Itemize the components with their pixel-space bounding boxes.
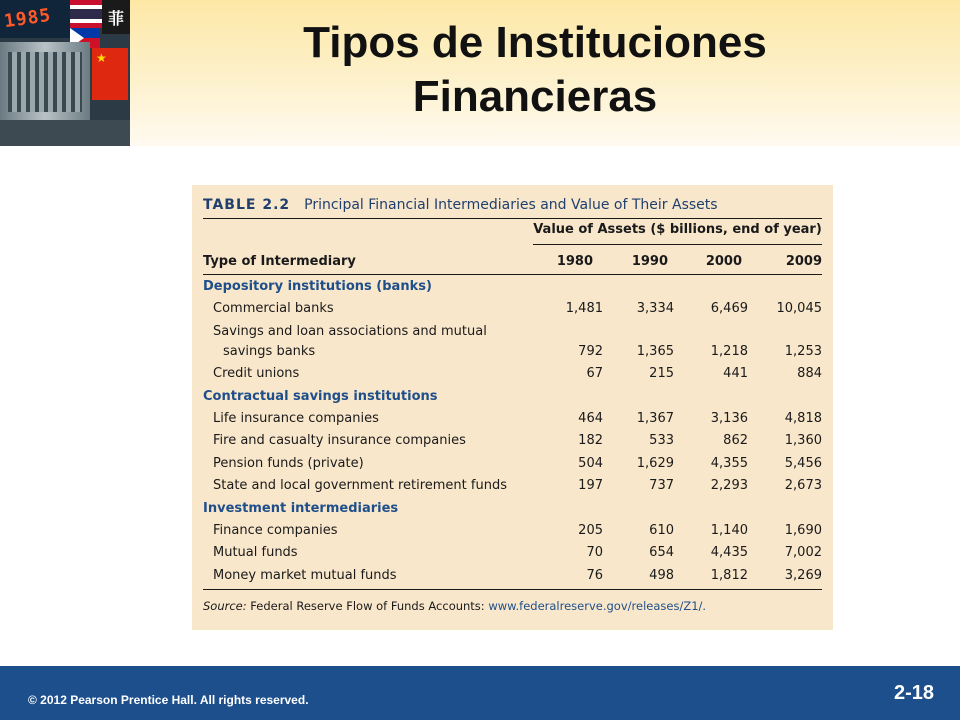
table-cell: 498 xyxy=(649,567,674,583)
year-header: 2000 xyxy=(705,254,742,269)
slide-title xyxy=(130,16,940,124)
street-sign xyxy=(102,0,130,34)
slide-header xyxy=(0,0,960,146)
row-label: State and local government retirement funds xyxy=(213,478,507,494)
table-cell: 1,367 xyxy=(636,411,674,426)
table-cell: 1,690 xyxy=(784,523,822,538)
table-cell: 215 xyxy=(649,366,674,382)
table-cell: 1,253 xyxy=(784,343,822,359)
value-of-assets-header: Value of Assets ($ billions, end of year) xyxy=(533,222,822,237)
table-cell: 3,136 xyxy=(710,411,748,426)
table-cell: 441 xyxy=(723,366,748,382)
year-header: 2009 xyxy=(785,254,822,269)
table-cell: 654 xyxy=(649,545,674,561)
table-cell: 504 xyxy=(578,455,603,471)
table-cell: 5,456 xyxy=(784,455,822,471)
table-cell: 884 xyxy=(797,366,822,382)
table-cell: 792 xyxy=(578,343,603,359)
type-of-intermediary-header: Type of Intermediary xyxy=(203,254,356,269)
value-header-rule xyxy=(533,244,822,245)
table-cell: 2,673 xyxy=(784,478,822,494)
slide-title-line1: Tipos de Instituciones xyxy=(303,18,767,67)
section-heading: Contractual savings institutions xyxy=(203,388,438,404)
sign-character: 菲 xyxy=(108,11,125,28)
table-cell: 1,365 xyxy=(636,343,674,359)
row-label: Money market mutual funds xyxy=(213,567,397,583)
table-title: Principal Financial Intermediaries and Value of Their Assets xyxy=(304,197,718,213)
table-bottom-rule xyxy=(203,589,822,590)
source-label: Source: xyxy=(203,599,247,613)
row-label: Life insurance companies xyxy=(213,411,379,426)
table-cell: 76 xyxy=(586,567,603,583)
china-flag-icon: ★ xyxy=(92,48,128,100)
row-label: Fire and casualty insurance companies xyxy=(213,433,466,449)
table-cell: 1,481 xyxy=(565,301,603,317)
table-cell: 1,218 xyxy=(710,343,748,359)
stock-ticker-board xyxy=(0,0,70,38)
table-cell: 3,334 xyxy=(636,301,674,317)
row-label: Commercial banks xyxy=(213,301,334,317)
table-cell: 4,818 xyxy=(784,411,822,426)
slide-number: 2-18 xyxy=(893,682,934,704)
table-cell: 4,435 xyxy=(710,545,748,561)
source-link[interactable]: www.federalreserve.gov/releases/Z1/. xyxy=(488,599,707,613)
row-label: Savings and loan associations and mutual xyxy=(213,323,487,339)
year-header: 1980 xyxy=(556,254,593,269)
table-cell: 10,045 xyxy=(776,301,822,317)
copyright-notice: © 2012 Pearson Prentice Hall. All rights reserved. xyxy=(28,693,309,707)
table-cell: 3,269 xyxy=(784,567,822,583)
street-ground xyxy=(0,120,130,146)
slide-footer xyxy=(0,666,960,720)
table-cell: 4,355 xyxy=(710,455,748,471)
year-header: 1990 xyxy=(631,254,668,269)
header-photo xyxy=(0,0,130,146)
table-cell: 464 xyxy=(578,411,603,426)
table-cell: 197 xyxy=(578,478,603,494)
table-top-rule xyxy=(203,218,822,219)
table-cell: 6,469 xyxy=(710,301,748,317)
table-cell: 1,629 xyxy=(636,455,674,471)
row-label: Finance companies xyxy=(213,523,338,538)
row-label-continued: savings banks xyxy=(223,343,316,359)
row-label: Credit unions xyxy=(213,366,300,382)
table-cell: 1,812 xyxy=(710,567,748,583)
row-label: Pension funds (private) xyxy=(213,455,364,471)
section-heading: Investment intermediaries xyxy=(203,500,399,516)
ticker-text: 1985 xyxy=(2,4,53,33)
table-cell: 70 xyxy=(586,545,603,561)
table-caption xyxy=(203,197,718,213)
source-text: Federal Reserve Flow of Funds Accounts: xyxy=(250,599,485,613)
thailand-flag-icon xyxy=(70,0,102,28)
header-bottom-rule xyxy=(203,274,822,275)
table-cell: 610 xyxy=(649,523,674,538)
table-cell: 7,002 xyxy=(784,545,822,561)
table-cell: 737 xyxy=(649,478,674,494)
section-heading: Depository institutions (banks) xyxy=(203,279,432,294)
table-cell: 67 xyxy=(586,366,603,382)
table-cell: 1,360 xyxy=(784,433,822,449)
financial-intermediaries-table xyxy=(192,185,833,630)
table-cell: 1,140 xyxy=(710,523,748,538)
table-cell: 182 xyxy=(578,433,603,449)
table-source xyxy=(203,599,706,613)
table-cell: 533 xyxy=(649,433,674,449)
table-cell: 205 xyxy=(578,523,603,538)
row-label: Mutual funds xyxy=(213,545,298,561)
slide-title-line2: Financieras xyxy=(412,72,658,121)
table-cell: 862 xyxy=(723,433,748,449)
table-number: TABLE 2.2 xyxy=(203,197,291,213)
table-cell: 2,293 xyxy=(710,478,748,494)
